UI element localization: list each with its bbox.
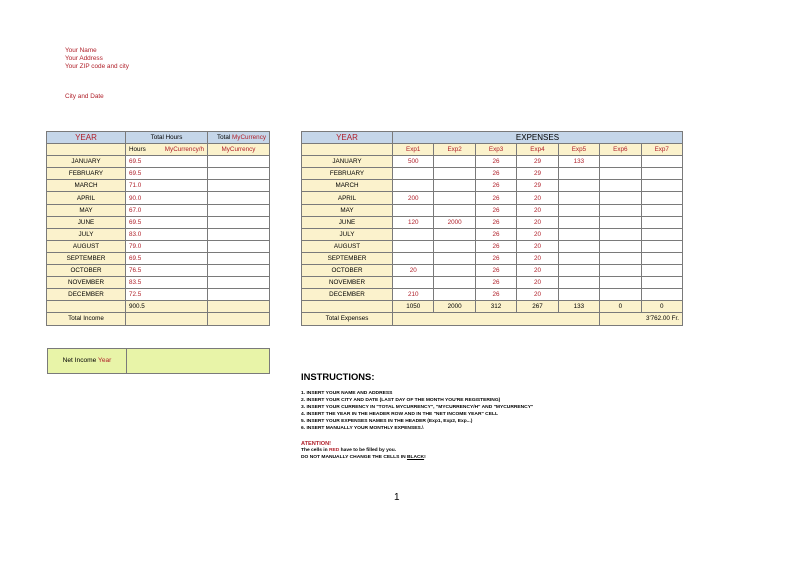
table-row: [47, 180, 270, 192]
table-row: [302, 240, 683, 252]
table-row: [302, 289, 683, 301]
table-row: [302, 265, 683, 277]
expense-total: 1050: [393, 301, 434, 313]
total-currency-blank: [208, 301, 270, 313]
expense-cell[interactable]: [558, 168, 599, 180]
expense-cell[interactable]: [641, 180, 682, 192]
expense-cell[interactable]: [434, 204, 475, 216]
net-income-text: Net Income: [62, 357, 99, 364]
hours-value[interactable]: 67.0: [126, 204, 208, 216]
currency-value: [208, 228, 270, 240]
total-income-value: [208, 313, 270, 325]
table-row: [47, 192, 270, 204]
expense-cell[interactable]: 26: [475, 168, 516, 180]
table-row: [47, 289, 270, 301]
total-expenses-blank: [393, 313, 600, 325]
currency-value: [208, 204, 270, 216]
expense-cell[interactable]: 2000: [434, 216, 475, 228]
month-label: JANUARY: [47, 156, 126, 168]
expense-cell[interactable]: [558, 180, 599, 192]
expense-cell[interactable]: 29: [517, 168, 558, 180]
expense-cell[interactable]: [641, 277, 682, 289]
currency-value: [208, 289, 270, 301]
note2-post: !: [424, 454, 426, 460]
expenses-title: EXPENSES: [393, 132, 683, 144]
expense-cell[interactable]: 20: [517, 216, 558, 228]
expense-cell[interactable]: 20: [393, 265, 434, 277]
hours-value[interactable]: 90.0: [126, 192, 208, 204]
expense-cell[interactable]: 26: [475, 156, 516, 168]
hours-table: [46, 131, 270, 326]
expense-cell[interactable]: [434, 168, 475, 180]
rate-col-label[interactable]: MyCurrency/h: [164, 146, 204, 154]
net-income-table: [47, 348, 270, 374]
sender-name[interactable]: Your Name: [65, 47, 97, 54]
total-expenses-value: 3'762.00 Fr.: [600, 313, 683, 325]
expense-column-header[interactable]: Exp1: [393, 144, 434, 156]
month-label: NOVEMBER: [302, 277, 393, 289]
month-label: JUNE: [47, 216, 126, 228]
expense-cell[interactable]: [600, 289, 641, 301]
expense-cell[interactable]: [641, 216, 682, 228]
instructions-list: [301, 390, 533, 433]
hours-value[interactable]: 69.5: [126, 156, 208, 168]
expense-cell[interactable]: [641, 156, 682, 168]
note1-red: RED: [329, 447, 340, 453]
table-row: [302, 192, 683, 204]
expense-total: 2000: [434, 301, 475, 313]
month-label: MAY: [302, 204, 393, 216]
expense-column-header[interactable]: Exp6: [600, 144, 641, 156]
total-income-label: Total Income: [47, 313, 126, 325]
expense-column-header[interactable]: Exp2: [434, 144, 475, 156]
expense-cell[interactable]: 26: [475, 192, 516, 204]
expense-cell[interactable]: 500: [393, 156, 434, 168]
expense-total: 0: [641, 301, 682, 313]
expense-cell[interactable]: 26: [475, 265, 516, 277]
expense-cell[interactable]: 20: [517, 204, 558, 216]
currency-value: [208, 265, 270, 277]
page-number: 1: [394, 492, 400, 503]
hours-rate-header: [126, 144, 208, 156]
expense-cell[interactable]: [558, 204, 599, 216]
expense-cell[interactable]: [641, 240, 682, 252]
expense-cell[interactable]: [558, 216, 599, 228]
expense-cell[interactable]: [434, 228, 475, 240]
table-row: [302, 277, 683, 289]
month-label: AUGUST: [302, 240, 393, 252]
expense-cell[interactable]: 120: [393, 216, 434, 228]
expense-cell[interactable]: [393, 277, 434, 289]
net-income-value: [127, 349, 270, 374]
expense-column-header[interactable]: Exp7: [641, 144, 682, 156]
currency-value: [208, 240, 270, 252]
hours-value[interactable]: 76.5: [126, 265, 208, 277]
net-income-year[interactable]: Year: [98, 357, 112, 364]
hours-value[interactable]: 71.0: [126, 180, 208, 192]
expense-cell[interactable]: [600, 180, 641, 192]
currency-value: [208, 216, 270, 228]
currency-value: [208, 156, 270, 168]
total-expenses-label: Total Expenses: [302, 313, 393, 325]
expense-cell[interactable]: 20: [517, 192, 558, 204]
month-label: OCTOBER: [302, 265, 393, 277]
attention-heading: ATENTION!: [301, 440, 332, 447]
expense-cell[interactable]: [641, 168, 682, 180]
expense-cell[interactable]: [558, 289, 599, 301]
currency-col-label[interactable]: MyCurrency: [208, 144, 270, 156]
note-red-cells: [301, 447, 533, 454]
expense-cell[interactable]: [393, 180, 434, 192]
total-hours-header: Total Hours: [126, 132, 208, 144]
expenses-year-cell[interactable]: YEAR: [302, 132, 393, 144]
total-currency-header: [208, 132, 270, 144]
instruction-item: 4. INSERT THE YEAR IN THE HEADER ROW AND IN THE "NET INCOME YEAR" CELL: [301, 412, 498, 418]
month-label: FEBRUARY: [47, 168, 126, 180]
expense-cell[interactable]: [600, 277, 641, 289]
net-income-label: [48, 349, 127, 374]
expense-cell[interactable]: [600, 156, 641, 168]
total-hours-value: 900.5: [126, 301, 208, 313]
hours-value[interactable]: 79.0: [126, 240, 208, 252]
month-label: OCTOBER: [47, 265, 126, 277]
table-row: [47, 240, 270, 252]
expense-cell[interactable]: [600, 192, 641, 204]
month-label: JUNE: [302, 216, 393, 228]
month-label: MARCH: [47, 180, 126, 192]
table-row: [47, 252, 270, 264]
blank-header-cell: [47, 144, 126, 156]
expense-cell[interactable]: [393, 228, 434, 240]
expense-cell[interactable]: 20: [517, 228, 558, 240]
expense-cell[interactable]: [600, 204, 641, 216]
expense-cell[interactable]: [558, 240, 599, 252]
currency-value: [208, 252, 270, 264]
exp-blank-header: [302, 144, 393, 156]
table-row: [47, 277, 270, 289]
note2-pre: DO NOT MANUALLY CHANGE THE CELLS IN: [301, 454, 407, 460]
total-prefix: Total: [216, 134, 233, 142]
table-row: [302, 216, 683, 228]
exp-total-blank: [302, 301, 393, 313]
hours-value[interactable]: 83.0: [126, 228, 208, 240]
currency-value: [208, 180, 270, 192]
table-row: [302, 228, 683, 240]
hours-total-blank: [47, 301, 126, 313]
table-row: [47, 168, 270, 180]
expense-cell[interactable]: [600, 216, 641, 228]
expense-cell[interactable]: 26: [475, 277, 516, 289]
expense-cell[interactable]: [434, 265, 475, 277]
expense-cell[interactable]: 26: [475, 240, 516, 252]
month-label: MAY: [47, 204, 126, 216]
expense-total: 267: [517, 301, 558, 313]
expense-cell[interactable]: 26: [475, 204, 516, 216]
note2-underlined: BLACK: [406, 454, 425, 460]
expense-cell[interactable]: [434, 192, 475, 204]
hours-col-label: Hours: [129, 146, 146, 154]
month-label: NOVEMBER: [47, 277, 126, 289]
expense-cell[interactable]: 29: [517, 180, 558, 192]
table-row: [47, 228, 270, 240]
instruction-item: 2. INSERT YOUR CITY AND DATE (LAST DAY OF THE MONTH YOU'RE REGISTERING): [301, 398, 501, 404]
month-label: AUGUST: [47, 240, 126, 252]
expense-cell[interactable]: 20: [517, 240, 558, 252]
expense-cell[interactable]: 26: [475, 228, 516, 240]
expense-cell[interactable]: [393, 240, 434, 252]
expense-cell[interactable]: [434, 240, 475, 252]
month-label: APRIL: [302, 192, 393, 204]
expense-cell[interactable]: [558, 265, 599, 277]
expense-cell[interactable]: 20: [517, 265, 558, 277]
city-date[interactable]: City and Date: [65, 93, 104, 100]
table-row: [302, 180, 683, 192]
table-row: [47, 156, 270, 168]
expense-cell[interactable]: [641, 204, 682, 216]
expense-cell[interactable]: [600, 252, 641, 264]
expense-cell[interactable]: [558, 252, 599, 264]
month-label: DECEMBER: [302, 289, 393, 301]
expense-cell[interactable]: [641, 252, 682, 264]
sender-block: [65, 47, 129, 72]
expense-cell[interactable]: 26: [475, 216, 516, 228]
instruction-item: 3. INSERT YOUR CURRENCY IN "TOTAL MYCURRENCY", "MYCURRENCY/H" AND "MYCURRENCY": [301, 405, 534, 411]
expense-cell[interactable]: [641, 228, 682, 240]
expense-cell[interactable]: [434, 252, 475, 264]
instruction-item: 6. INSERT MANUALLY YOUR MONTHLY EXPENSES.\: [301, 426, 424, 432]
month-label: MARCH: [302, 180, 393, 192]
hours-value[interactable]: 69.5: [126, 216, 208, 228]
note-black-cells: [301, 454, 533, 461]
expense-cell[interactable]: [600, 240, 641, 252]
expense-cell[interactable]: [641, 289, 682, 301]
expense-cell[interactable]: [641, 265, 682, 277]
expense-cell[interactable]: [434, 277, 475, 289]
hours-value[interactable]: 72.5: [126, 289, 208, 301]
sender-address[interactable]: Your Address: [65, 55, 103, 63]
note1-post: have to be filled by you.: [339, 447, 397, 453]
month-label: DECEMBER: [47, 289, 126, 301]
table-row: [302, 168, 683, 180]
expense-cell[interactable]: 20: [517, 252, 558, 264]
expenses-table: [301, 131, 683, 326]
instructions-title: INSTRUCTIONS:: [301, 371, 375, 382]
expense-cell[interactable]: [600, 228, 641, 240]
table-row: [47, 204, 270, 216]
month-label: JANUARY: [302, 156, 393, 168]
hours-value[interactable]: 83.5: [126, 277, 208, 289]
instruction-item: 1. INSERT YOUR NAME AND ADDRESS: [301, 391, 393, 396]
currency-value: [208, 192, 270, 204]
expense-cell[interactable]: [600, 168, 641, 180]
expense-cell[interactable]: [641, 192, 682, 204]
expense-cell[interactable]: 26: [475, 289, 516, 301]
sender-zip-city[interactable]: Your ZIP code and city: [65, 63, 129, 71]
expense-cell[interactable]: [393, 168, 434, 180]
expense-cell[interactable]: 29: [517, 156, 558, 168]
month-label: JULY: [302, 228, 393, 240]
expense-cell[interactable]: 20: [517, 277, 558, 289]
instructions: [301, 371, 533, 461]
expense-total: 133: [558, 301, 599, 313]
table-row: [47, 265, 270, 277]
expense-column-header[interactable]: Exp3: [475, 144, 516, 156]
month-label: JULY: [47, 228, 126, 240]
month-label: APRIL: [47, 192, 126, 204]
month-label: FEBRUARY: [302, 168, 393, 180]
total-income-hours-cell: [126, 313, 208, 325]
expense-cell[interactable]: [393, 252, 434, 264]
month-label: SEPTEMBER: [47, 252, 126, 264]
hours-value[interactable]: 69.5: [126, 252, 208, 264]
table-row: [302, 204, 683, 216]
expense-cell[interactable]: 200: [393, 192, 434, 204]
expense-cell[interactable]: [434, 156, 475, 168]
expense-cell[interactable]: 20: [517, 289, 558, 301]
expense-cell[interactable]: 26: [475, 252, 516, 264]
currency-value: [208, 277, 270, 289]
expense-cell[interactable]: [600, 265, 641, 277]
expense-cell[interactable]: [558, 192, 599, 204]
table-row: [302, 252, 683, 264]
expense-column-header[interactable]: Exp5: [558, 144, 599, 156]
expense-cell[interactable]: [558, 277, 599, 289]
expense-cell[interactable]: 210: [393, 289, 434, 301]
expense-cell[interactable]: [434, 180, 475, 192]
expense-cell[interactable]: [558, 228, 599, 240]
table-row: [47, 216, 270, 228]
expense-total: 312: [475, 301, 516, 313]
hours-year-cell[interactable]: YEAR: [47, 132, 126, 144]
expense-cell[interactable]: 133: [558, 156, 599, 168]
expense-cell[interactable]: [393, 204, 434, 216]
instruction-item: 5. INSERT YOUR EXPENSES NAMES IN THE HEADER (Exp1, Exp2, Exp...): [301, 419, 473, 425]
expense-cell[interactable]: 26: [475, 180, 516, 192]
hours-value[interactable]: 69.5: [126, 168, 208, 180]
note1-pre: The cells in: [301, 447, 329, 453]
month-label: SEPTEMBER: [302, 252, 393, 264]
expense-column-header[interactable]: Exp4: [517, 144, 558, 156]
expense-total: 0: [600, 301, 641, 313]
currency-value: [208, 168, 270, 180]
total-currency-name[interactable]: MyCurrency: [232, 134, 266, 142]
expense-cell[interactable]: [434, 289, 475, 301]
table-row: [302, 156, 683, 168]
